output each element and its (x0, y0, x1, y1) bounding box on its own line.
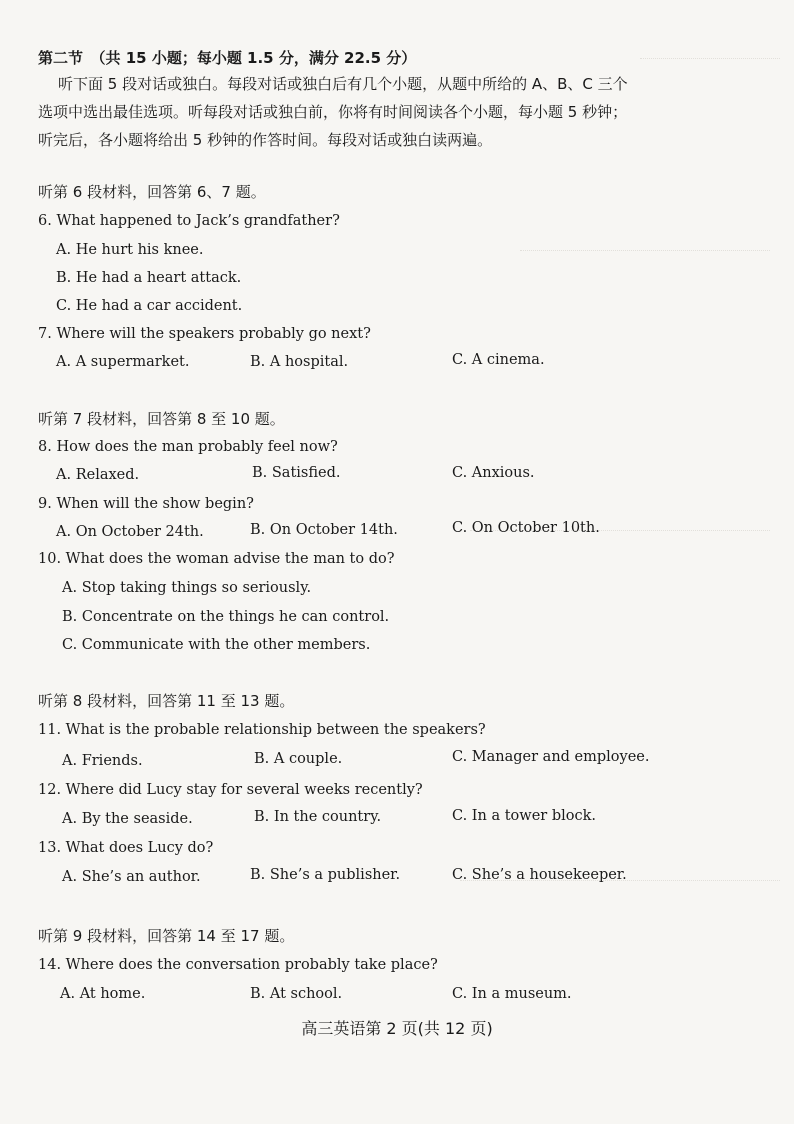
answer-option: C. In a museum. (452, 986, 572, 1002)
answer-option: A. He hurt his knee. (56, 242, 204, 258)
section-heading: 第二节 （共 15 小题；每小题 1.5 分，满分 22.5 分） (38, 49, 417, 67)
answer-option: B. He had a heart attack. (56, 270, 242, 286)
answer-option: B. She’s a publisher. (250, 867, 401, 883)
group-header: 听第 6 段材料，回答第 6、7 题。 (38, 183, 266, 201)
answer-option: A. Friends. (62, 753, 143, 769)
bleed-through-mark (640, 48, 780, 59)
answer-option: C. A cinema. (452, 352, 545, 368)
instruction-line: 听下面 5 段对话或独白。每段对话或独白后有几个小题，从题中所给的 A、B、C 三个 (58, 75, 628, 93)
question-stem: 6. What happened to Jack’s grandfather? (38, 213, 340, 229)
answer-option: B. Satisfied. (252, 465, 341, 481)
bleed-through-mark (520, 240, 770, 251)
answer-option: A. Relaxed. (56, 467, 140, 483)
answer-option: A. On October 24th. (56, 524, 204, 540)
answer-option: B. A couple. (254, 751, 343, 767)
question-stem: 14. Where does the conversation probably take place? (38, 957, 438, 973)
group-header: 听第 8 段材料，回答第 11 至 13 题。 (38, 692, 295, 710)
answer-option: A. Stop taking things so seriously. (62, 580, 312, 596)
answer-option: C. Communicate with the other members. (62, 637, 371, 653)
question-stem: 10. What does the woman advise the man to do? (38, 551, 395, 567)
question-stem: 13. What does Lucy do? (38, 840, 214, 856)
answer-option: C. She’s a housekeeper. (452, 867, 627, 883)
group-header: 听第 7 段材料，回答第 8 至 10 题。 (38, 410, 285, 428)
answer-option: C. Manager and employee. (452, 749, 650, 765)
group-header: 听第 9 段材料，回答第 14 至 17 题。 (38, 927, 295, 945)
answer-option: C. He had a car accident. (56, 298, 243, 314)
answer-option: B. At school. (250, 986, 343, 1002)
answer-option: A. A supermarket. (56, 354, 190, 370)
answer-option: B. A hospital. (250, 354, 349, 370)
answer-option: C. Anxious. (452, 465, 535, 481)
question-stem: 12. Where did Lucy stay for several weeks recently? (38, 782, 423, 798)
instruction-line: 听完后，各小题将给出 5 秒钟的作答时间。每段对话或独白读两遍。 (38, 131, 493, 149)
answer-option: B. On October 14th. (250, 522, 398, 538)
question-stem: 7. Where will the speakers probably go next? (38, 326, 371, 342)
answer-option: B. Concentrate on the things he can control. (62, 609, 390, 625)
answer-option: A. She’s an author. (62, 869, 201, 885)
question-stem: 8. How does the man probably feel now? (38, 439, 338, 455)
answer-option: A. At home. (60, 986, 146, 1002)
answer-option: B. In the country. (254, 809, 382, 825)
question-stem: 9. When will the show begin? (38, 496, 254, 512)
answer-option: C. In a tower block. (452, 808, 596, 824)
page-footer: 高三英语第 2 页(共 12 页) (301, 1019, 493, 1038)
instruction-line: 选项中选出最佳选项。听每段对话或独白前，你将有时间阅读各个小题，每小题 5 秒钟； (38, 103, 628, 121)
question-stem: 11. What is the probable relationship between the speakers? (38, 722, 486, 738)
answer-option: C. On October 10th. (452, 520, 600, 536)
answer-option: A. By the seaside. (62, 811, 193, 827)
